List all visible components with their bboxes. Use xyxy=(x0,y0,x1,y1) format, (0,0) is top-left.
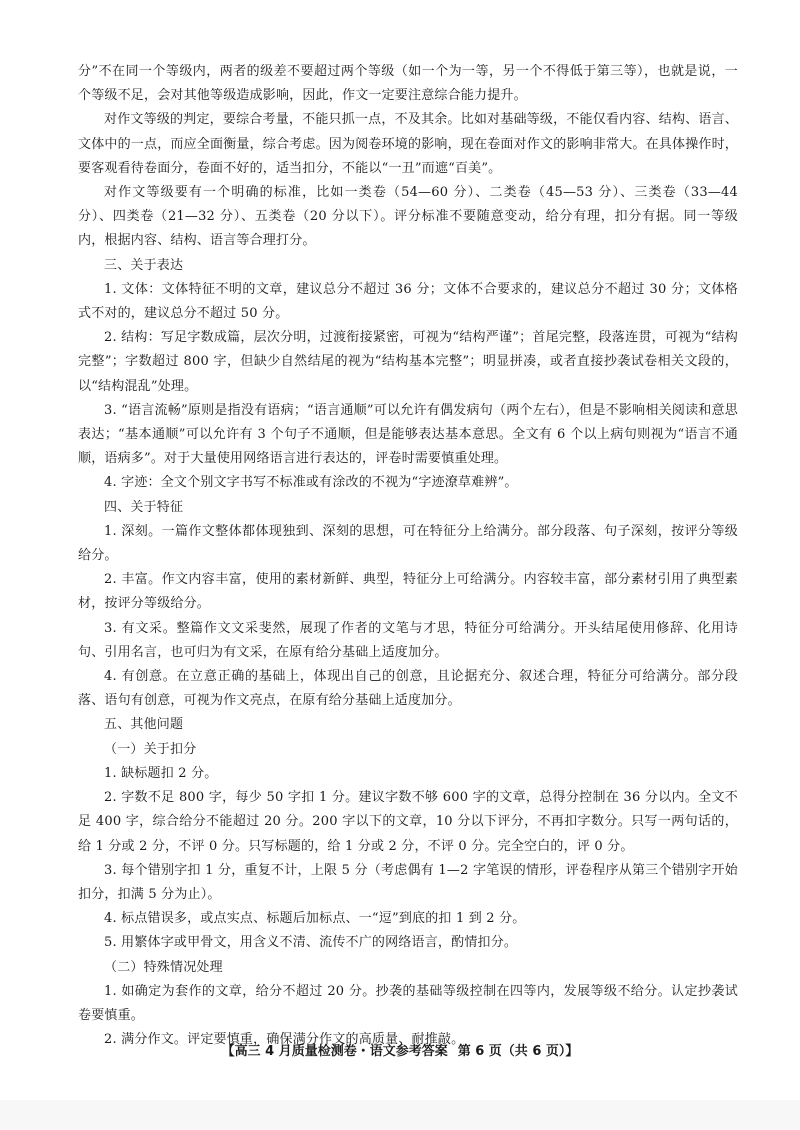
paragraph: 1. 缺标题扣 2 分。 xyxy=(104,765,218,781)
subsection-heading: （二）特殊情况处理 xyxy=(104,959,223,975)
paragraph: 1. 如确定为套作的文章，给分不超过 20 分。抄袭的基础等级控制在四等内，发展等级不给分。认定抄袭试卷要慎重。 xyxy=(78,983,738,1023)
section-heading: 三、关于表达 xyxy=(104,257,184,273)
paragraph: 2. 字数不足 800 字，每少 50 字扣 1 分。建议字数不够 600 字的文章，总得分控制在 36 分以内。全文不足 400 字，综合给分不能超过 20 分。200 字以下的文章，10 分以下评分，不再扣字数分。只写一两句话的，给 1 分或 2 分，不评 0 分。只写标题的，给 1 分或 2 分，不评 0 分。完全空白的，评 0 分。 xyxy=(78,790,738,854)
paragraph: 1. 深刻。一篇作文整体都体现独到、深刻的思想，可在特征分上给满分。部分段落、句子深刻，按评分等级给分。 xyxy=(78,523,738,564)
paragraph: 2. 结构：写足字数成篇，层次分明，过渡衔接紧密，可视为“结构严谨”；首尾完整，段落连贯，可视为“结构完整”；字数超过 800 字，但缺少自然结尾的视为“结构基本完整”；明显拼凑，或者直接抄袭试卷相关文段的，以“结构混乱”处理。 xyxy=(78,330,738,394)
section-heading: 四、关于特征 xyxy=(104,499,184,515)
subsection-heading: （一）关于扣分 xyxy=(104,741,197,757)
bottom-margin xyxy=(0,1100,800,1130)
paragraph: 2. 满分作文。评定要慎重，确保满分作文的高质量、耐推敲。 xyxy=(104,1032,465,1048)
paragraph: 5. 用繁体字或甲骨文，用含义不清、流传不广的网络语言，酌情扣分。 xyxy=(104,935,518,951)
paragraph: 对作文等级的判定，要综合考量，不能只抓一点，不及其余。比如对基础等级，不能仅看内容、结构、语言、文体中的一点，而应全面衡量，综合考虑。因为阅卷环境的影响，现在卷面对作文的影响非常大。在具体操作时，要客观看待卷面分，卷面不好的，适当扣分，不能以“一丑”而遮“百美”。 xyxy=(78,112,739,176)
page-footer xyxy=(0,1040,800,1059)
paragraph: 4. 字迹：全文个别文字书写不标准或有涂改的不视为“字迹潦草难辨”。 xyxy=(104,475,518,491)
footer-title: 【高三 4 月质量检测卷・语文参考答案 xyxy=(221,1044,448,1059)
paragraph: 4. 标点错误多，或点实点、标题后加标点、一“逗”到底的扣 1 到 2 分。 xyxy=(104,911,526,927)
section-heading: 五、其他问题 xyxy=(104,717,184,733)
paragraph: 1. 文体：文体特征不明的文章，建议总分不超过 36 分；文体不合要求的，建议总分不超过 30 分；文体格式不对的，建议总分不超过 50 分。 xyxy=(78,281,738,322)
paragraph: 3. 每个错别字扣 1 分，重复不计，上限 5 分（考虑偶有 1—2 字笔误的情形，评卷程序从第三个错别字开始扣分，扣满 5 分为止）。 xyxy=(78,862,738,902)
paragraph: 3. “语言流畅”原则是指没有语病；“语言通顺”可以允许有偶发病句（两个左右），但是不影响相关阅读和意思表达；“基本通顺”可以允许有 3 个句子不通顺，但是能够表达基本意思。全文有 6 个以上病句则视为“语言不通顺，语病多”。对于大量使用网络语言进行表达的，评卷时需要慎重处理。 xyxy=(78,402,738,467)
paragraph: 对作文等级要有一个明确的标准，比如一类卷（54—60 分）、二类卷（45—53 分）、三类卷（33—44 分）、四类卷（21—32 分）、五类卷（20 分以下）。评分标准不要随意变动，给分有理，扣分有据。同一等级内，根据内容、结构、语言等合理打分。 xyxy=(78,185,738,249)
document-body xyxy=(78,60,738,1052)
paragraph: 2. 丰富。作文内容丰富，使用的素材新鲜、典型，特征分上可给满分。内容较丰富，部分素材引用了典型素材，按评分等级给分。 xyxy=(78,572,738,612)
paragraph: 分”不在同一个等级内，两者的级差不要超过两个等级（如一个为一等，另一个不得低于第三等），也就是说，一个等级不足，会对其他等级造成影响，因此，作文一定要注意综合能力提升。 xyxy=(78,64,738,104)
paragraph: 3. 有文采。整篇作文文采斐然，展现了作者的文笔与才思，特征分可给满分。开头结尾使用修辞、化用诗句、引用名言，也可归为有文采，在原有给分基础上适度加分。 xyxy=(78,620,738,660)
paragraph: 4. 有创意。在立意正确的基础上，体现出自己的创意，且论据充分、叙述合理，特征分可给满分。部分段落、语句有创意，可视为作文亮点，在原有给分基础上适度加分。 xyxy=(78,669,738,709)
page-number: 第 6 页（共 6 页）】 xyxy=(457,1044,579,1059)
